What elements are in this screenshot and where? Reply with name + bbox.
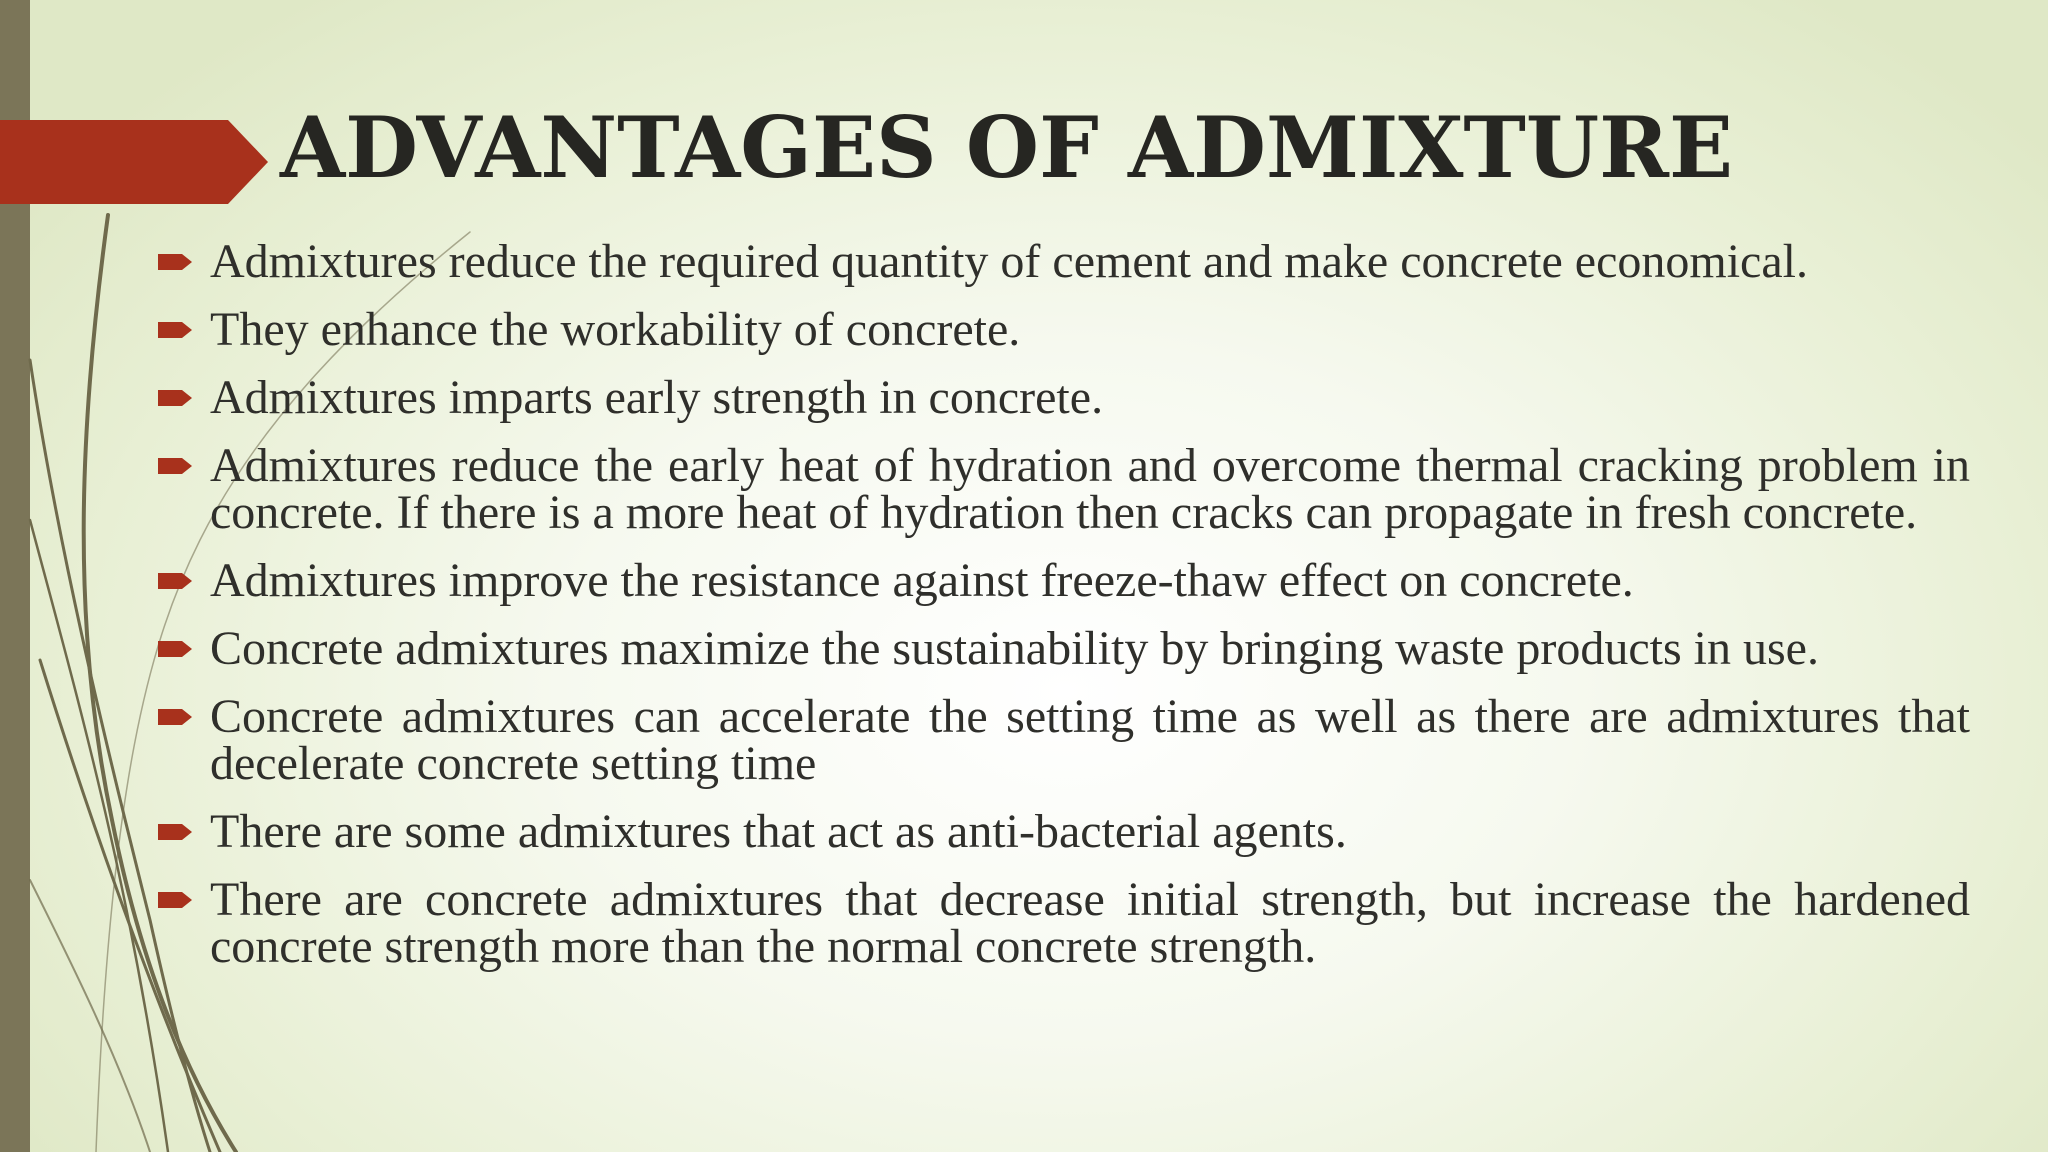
arrow-bullet-icon [158,252,192,272]
bullet-list [210,235,1970,991]
arrow-bullet-icon [158,456,192,476]
arrow-bullet-icon [158,571,192,591]
arrow-bullet-icon [158,890,192,910]
bullet-item [210,371,1970,424]
arrow-bullet-icon [158,822,192,842]
bullet-text: Admixtures reduce the early heat of hydration and overcome thermal cracking problem in concrete. If there is a more heat of hydration then cracks can propagate in fresh concrete. [210,439,1970,539]
bullet-item [210,622,1970,675]
bullet-text: There are concrete admixtures that decrease initial strength, but increase the hardened concrete strength more than the normal concrete strength. [210,873,1970,973]
bullet-item [210,690,1970,790]
bullet-item [210,873,1970,973]
title-arrow-shape [0,120,268,204]
bullet-text: There are some admixtures that act as anti-bacterial agents. [210,805,1347,858]
bullet-text: Admixtures imparts early strength in concrete. [210,371,1104,424]
bullet-item [210,805,1970,858]
bullet-item [210,303,1970,356]
bullet-text: Concrete admixtures can accelerate the setting time as well as there are admixtures that decelerate concrete setting time [210,690,1970,790]
arrow-bullet-icon [158,320,192,340]
bullet-text: Concrete admixtures maximize the sustainability by bringing waste products in use. [210,622,1819,675]
bullet-text: Admixtures improve the resistance against freeze-thaw effect on concrete. [210,554,1634,607]
arrow-bullet-icon [158,707,192,727]
bullet-item [210,439,1970,539]
bullet-text: They enhance the workability of concrete. [210,303,1021,356]
slide-title: ADVANTAGES OF ADMIXTURE [280,98,1734,197]
bullet-item [210,235,1970,288]
arrow-bullet-icon [158,388,192,408]
arrow-bullet-icon [158,639,192,659]
bullet-text: Admixtures reduce the required quantity of cement and make concrete economical. [210,235,1808,288]
bullet-item [210,554,1970,607]
